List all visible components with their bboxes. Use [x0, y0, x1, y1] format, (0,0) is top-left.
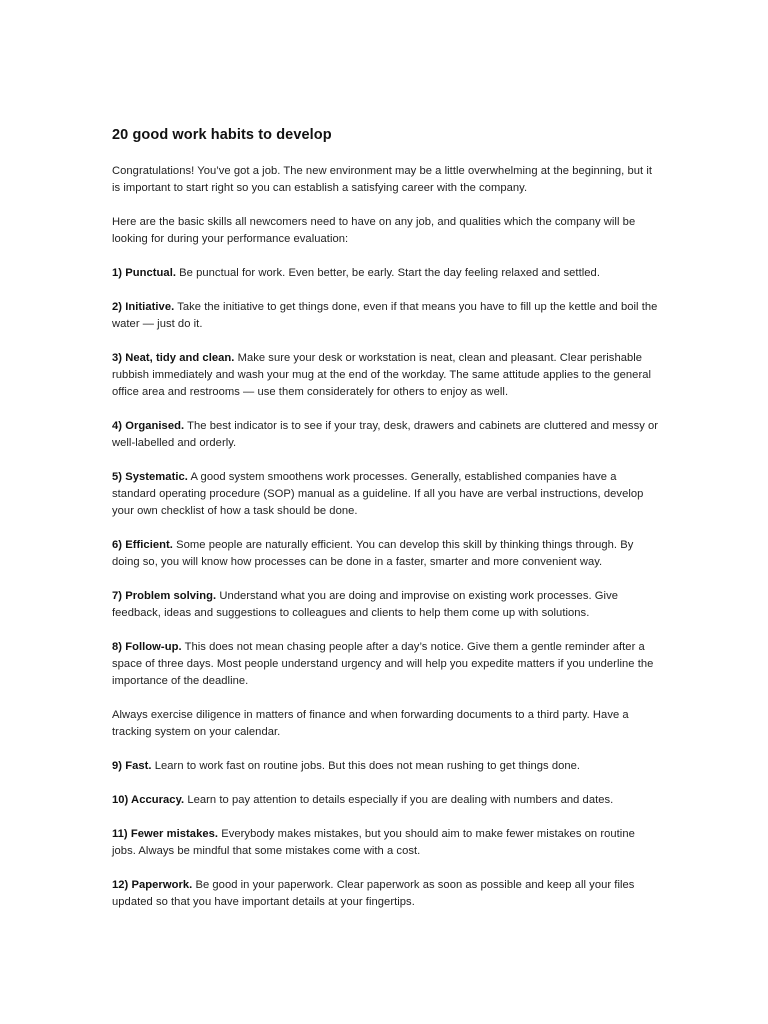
document-title: 20 good work habits to develop [112, 127, 332, 143]
habit-paperwork [112, 877, 660, 911]
habit-accuracy [112, 792, 660, 809]
document-body [112, 127, 660, 928]
habit-heading: 10) Accuracy. [112, 794, 185, 806]
habit-heading: 2) Initiative. [112, 301, 175, 313]
habit-heading: 3) Neat, tidy and clean. [112, 352, 235, 364]
habit-text: Be punctual for work. Even better, be early. Start the day feeling relaxed and settled. [176, 267, 600, 279]
habit-text: Learn to pay attention to details especially if you are dealing with numbers and dates. [184, 794, 614, 806]
habit-heading: 6) Efficient. [112, 539, 173, 551]
habit-heading: 12) Paperwork. [112, 879, 193, 891]
diligence-note: Always exercise diligence in matters of finance and when forwarding documents to a third party. Have a tracking system on your calendar. [112, 709, 629, 738]
habit-heading: 8) Follow-up. [112, 641, 182, 653]
habit-heading: 1) Punctual. [112, 267, 177, 279]
habit-neat-tidy-clean [112, 350, 660, 401]
habit-efficient [112, 537, 660, 571]
habit-text: The best indicator is to see if your tray, desk, drawers and cabinets are cluttered and messy or well-labelled and orderly. [112, 420, 659, 449]
habit-fast [112, 758, 660, 775]
habit-text: Some people are naturally efficient. You can develop this skill by thinking things through. By doing so, you will know how processes can be done in a faster, smarter and more convenient way. [112, 539, 634, 568]
habit-problem-solving [112, 588, 660, 622]
habit-heading: 7) Problem solving. [112, 590, 217, 602]
habit-systematic [112, 469, 660, 520]
habit-text: Make sure your desk or workstation is neat, clean and pleasant. Clear perishable rubbish immediately and wash your mug at the end of the workday. The same attitude applies to the general office area and restrooms — use them considerately for others to enjoy as well. [112, 352, 652, 398]
habit-text: Learn to work fast on routine jobs. But this does not mean rushing to get things done. [151, 760, 581, 772]
habit-text: Be good in your paperwork. Clear paperwork as soon as possible and keep all your files updated so that you have important details at your fingertips. [112, 879, 635, 908]
habit-text: Understand what you are doing and improvise on existing work processes. Give feedback, ideas and suggestions to colleagues and clients to help them come up with solutions. [112, 590, 618, 619]
habit-heading: 11) Fewer mistakes. [112, 828, 219, 840]
habit-text: A good system smoothens work processes. Generally, established companies have a standard operating procedure (SOP) manual as a guideline. If all you have are verbal instructions, develop your own checklist of how a task should be done. [112, 471, 644, 517]
habit-text: Everybody makes mistakes, but you should aim to make fewer mistakes on routine jobs. Always be mindful that some mistakes come with a cost. [112, 828, 635, 857]
habit-heading: 4) Organised. [112, 420, 185, 432]
habit-follow-up [112, 639, 660, 690]
intro-paragraph-2: Here are the basic skills all newcomers need to have on any job, and qualities which the company will be looking for during your performance evaluation: [112, 216, 636, 245]
intro-paragraph-1: Congratulations! You’ve got a job. The new environment may be a little overwhelming at the beginning, but it is important to start right so you can establish a satisfying career with the company. [112, 165, 653, 194]
habit-fewer-mistakes [112, 826, 660, 860]
habit-initiative [112, 299, 660, 333]
habit-organised [112, 418, 660, 452]
habit-heading: 9) Fast. [112, 760, 152, 772]
habit-punctual [112, 265, 660, 282]
habit-text: Take the initiative to get things done, even if that means you have to fill up the kettle and boil the water — just do it. [112, 301, 658, 330]
habit-heading: 5) Systematic. [112, 471, 188, 483]
habit-text: This does not mean chasing people after a day’s notice. Give them a gentle reminder after a space of three days. Most people understand urgency and will help you expedite matters if you underline the importance of the deadline. [112, 641, 654, 687]
